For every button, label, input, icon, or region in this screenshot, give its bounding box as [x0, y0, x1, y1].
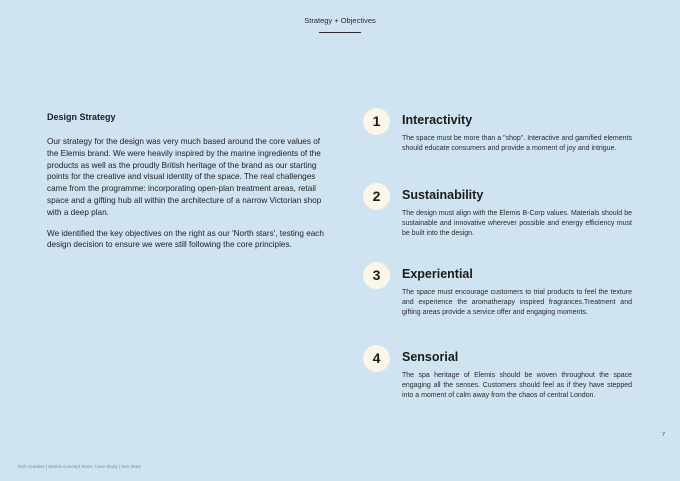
objective-number-badge: 3	[363, 262, 390, 289]
objective-title: Sustainability	[402, 188, 484, 202]
objective-number-badge: 1	[363, 108, 390, 135]
objective-description: The design must align with the Elemis B-Corp values. Materials should be sustainable and innovative wherever possible and energy efficiency must be built into the design.	[402, 210, 632, 237]
header-rule	[319, 32, 361, 33]
design-strategy-section	[47, 112, 332, 260]
objective-number-badge: 2	[363, 183, 390, 210]
objective-title: Sensorial	[402, 350, 459, 364]
design-strategy-paragraph: We identified the key objectives on the right as our 'North stars', testing each design decision to ensure we were still following the core principles.	[47, 228, 324, 250]
objective-title: Interactivity	[402, 113, 473, 127]
design-strategy-heading: Design Strategy	[47, 112, 116, 122]
design-strategy-paragraph: Our strategy for the design was very much based around the core values of the Elemis brand. We were heavily inspired by the marine ingredients of the products as well as the proudly British heritage of the brand as our starting points for the creative and visual identity of the space. The real challenges came from the programme: incorporating open-plan treatment areas, retail space and a gifting hub all within the architecture of a narrow Victorian shop with a deep plan.	[47, 137, 322, 217]
objective-description: The spa heritage of Elemis should be woven throughout the space engaging all the senses. Customers should feel as if they have stepped into a moment of calm away from the chaos of central London.	[402, 372, 632, 399]
footer-credit: Eich Creative | Elemis Concept Store: Case Study | Nov 2024	[18, 464, 141, 469]
objective-title: Experiential	[402, 267, 473, 281]
page-header-title: Strategy + Objectives	[304, 16, 376, 25]
page-number: 7	[662, 432, 666, 438]
objective-description: The space must encourage customers to trial products to feel the texture and experience the aromatherapy inspired fragrances.Treatment and gifting areas provide a service offer and engaging moments.	[402, 289, 632, 316]
objective-number-badge: 4	[363, 345, 390, 372]
objective-description: The space must be more than a "shop". Interactive and gamified elements should educate consumers and provide a moment of joy and intrigue.	[402, 135, 632, 152]
